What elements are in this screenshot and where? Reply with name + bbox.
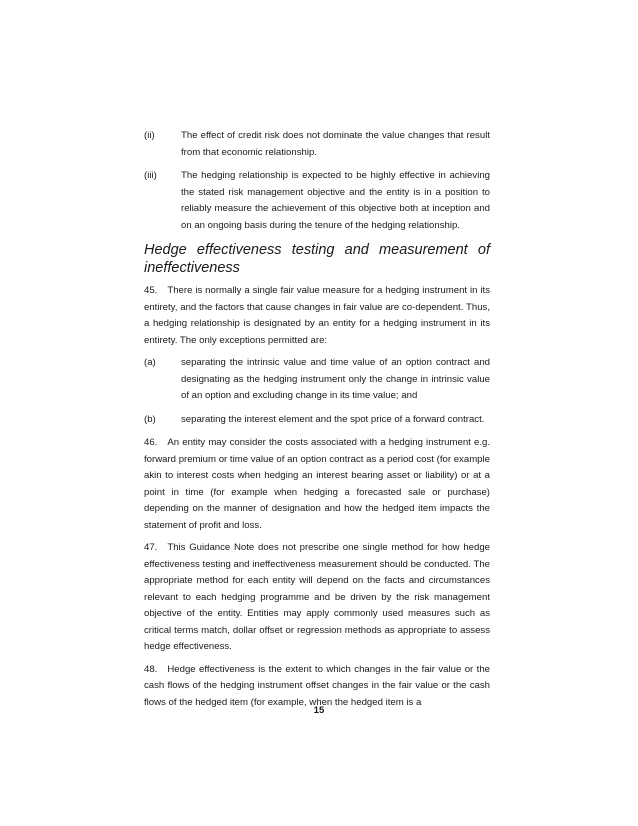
list-item-text: The hedging relationship is expected to be highly effective in achieving the stated risk management objective and the entity is in a position to reliably measure the achievement of this objective both at inception and on an ongoing basis during the tenure of the hedging relationship. (181, 170, 490, 231)
paragraph-48 (144, 662, 490, 712)
list-item-text: separating the interest element and the spot price of a forward contract. (181, 413, 485, 425)
paragraph-number: 46. (144, 437, 158, 448)
page-number: 15 (313, 705, 325, 716)
paragraph-number: 47. (144, 542, 158, 553)
list-marker: (a) (144, 357, 156, 368)
list-marker: (ii) (144, 130, 155, 141)
paragraph-number: 48. (144, 663, 158, 675)
section-heading: Hedge effectiveness testing and measurement of ineffectiveness (144, 242, 490, 276)
list-marker: (b) (144, 413, 156, 425)
paragraph-text: This Guidance Note does not prescribe one single method for how hedge effectiveness testing and ineffectiveness measurement should be conducted. The appropriate method for each entity will depend on the facts and circumstances relevant to each hedging programme and be driven by the risk management objective of the entity. Entities may apply commonly used measures such as critical terms match, dollar offset or regression methods as appropriate to assess hedge effectiveness. (144, 542, 490, 652)
paragraph-47 (144, 540, 490, 656)
page-body (144, 128, 490, 717)
paragraph-text: There is normally a single fair value measure for a hedging instrument in its entirety, and the factors that cause changes in fair value are co-dependent. Thus, a hedging relationship is designated by an entity for a hedging instrument in its entirety. The only exceptions permitted are: (144, 285, 490, 346)
paragraph-46 (144, 435, 490, 534)
list-item (144, 412, 490, 429)
paragraph-45 (144, 283, 490, 349)
list-item (144, 128, 490, 161)
paragraph-text: An entity may consider the costs associated with a hedging instrument e.g. forward premium or time value of an option contract as a period cost (for example akin to interest costs when hedging an interest bearing asset or liability) or at a point in time (for example when hedging a forecasted sale or purchase) depending on the manner of designation and how the hedged item impacts the statement of profit and loss. (144, 437, 490, 531)
list-item (144, 355, 490, 405)
paragraph-text: Hedge effectiveness is the extent to which changes in the fair value or the cash flows of the hedging instrument offset changes in the fair value or the cash flows of the hedged item (for example, when the hedged item is a (144, 663, 490, 708)
list-item-text: The effect of credit risk does not dominate the value changes that result from that economic relationship. (181, 130, 490, 158)
list-item-text: separating the intrinsic value and time value of an option contract and designating as the hedging instrument only the change in intrinsic value of an option and excluding change in its time value; and (181, 357, 490, 401)
list-marker: (iii) (144, 170, 157, 181)
paragraph-number: 45. (144, 285, 158, 296)
list-item (144, 168, 490, 234)
